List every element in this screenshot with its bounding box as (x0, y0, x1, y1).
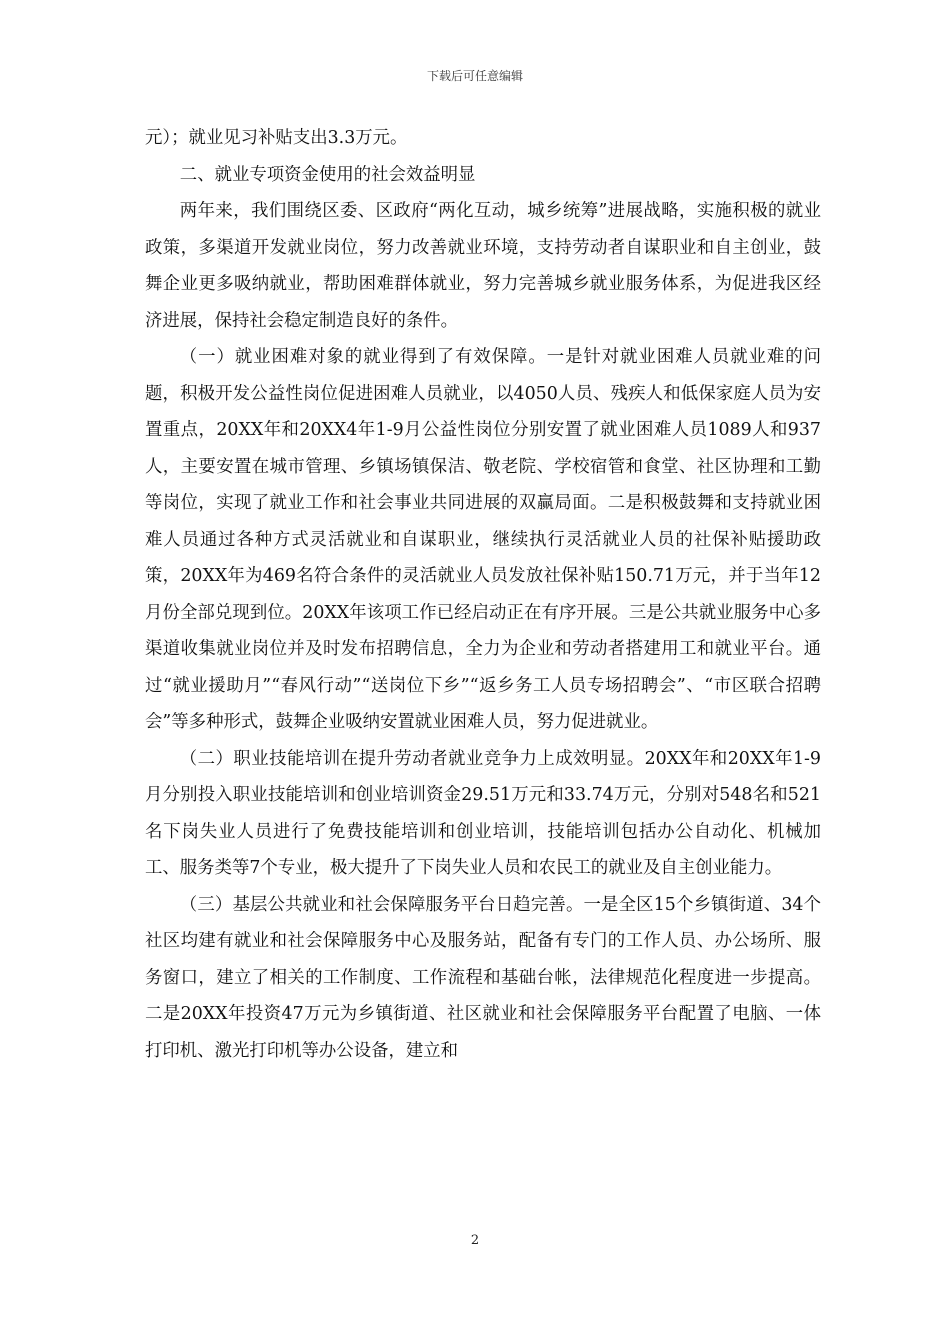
paragraph: （一）就业困难对象的就业得到了有效保障。一是针对就业困难人员就业难的问题，积极开发公益性岗位促进困难人员就业，以4050人员、残疾人和低保家庭人员为安置重点，20XX年和20XX4年1-9月公益性岗位分别安置了就业困难人员1089人和937人，主要安置在城市管理、乡镇场镇保洁、敬老院、学校宿管和食堂、社区协理和工勤等岗位，实现了就业工作和社会事业共同进展的双赢局面。二是积极鼓舞和支持就业困难人员通过各种方式灵活就业和自谋职业，继续执行灵活就业人员的社保补贴援助政策，20XX年为469名符合条件的灵活就业人员发放社保补贴150.71万元，并于当年12月份全部兑现到位。20XX年该项工作已经启动正在有序开展。三是公共就业服务中心多渠道收集就业岗位并及时发布招聘信息，全力为企业和劳动者搭建用工和就业平台。通过“就业援助月”“春风行动”“送岗位下乡”“返乡务工人员专场招聘会”、“市区联合招聘会”等多种形式，鼓舞企业吸纳安置就业困难人员，努力促进就业。 (145, 347, 821, 732)
paragraph-continuation: 元）；就业见习补贴支出3.3万元。 (145, 128, 408, 148)
paragraph: （三）基层公共就业和社会保障服务平台日趋完善。一是全区15个乡镇街道、34个社区均建有就业和社会保障服务中心及服务站，配备有专门的工作人员、办公场所、服务窗口，建立了相关的工作制度、工作流程和基础台帐，法律规范化程度进一步提高。二是20XX年投资47万元为乡镇街道、社区就业和社会保障服务平台配置了电脑、一体打印机、激光打印机等办公设备，建立和 (145, 894, 821, 1061)
paragraph: 两年来，我们围绕区委、区政府“两化互动，城乡统筹”进展战略，实施积极的就业政策，多渠道开发就业岗位，努力改善就业环境，支持劳动者自谋职业和自主创业，鼓舞企业更多吸纳就业，帮助困难群体就业，努力完善城乡就业服务体系，为促进我区经济进展，保持社会稳定制造良好的条件。 (145, 201, 821, 331)
page-header: 下载后可任意编辑 (426, 69, 523, 83)
document-body (145, 120, 821, 1069)
page-number: 2 (470, 1233, 480, 1248)
paragraph: （二）职业技能培训在提升劳动者就业竞争力上成效明显。20XX年和20XX年1-9月分别投入职业技能培训和创业培训资金29.51万元和33.74万元，分别对548名和521名下岗失业人员进行了免费技能培训和创业培训，技能培训包括办公自动化、机械加工、服务类等7个专业，极大提升了下岗失业人员和农民工的就业及自主创业能力。 (145, 748, 821, 878)
section-heading: 二、就业专项资金使用的社会效益明显 (179, 164, 476, 185)
